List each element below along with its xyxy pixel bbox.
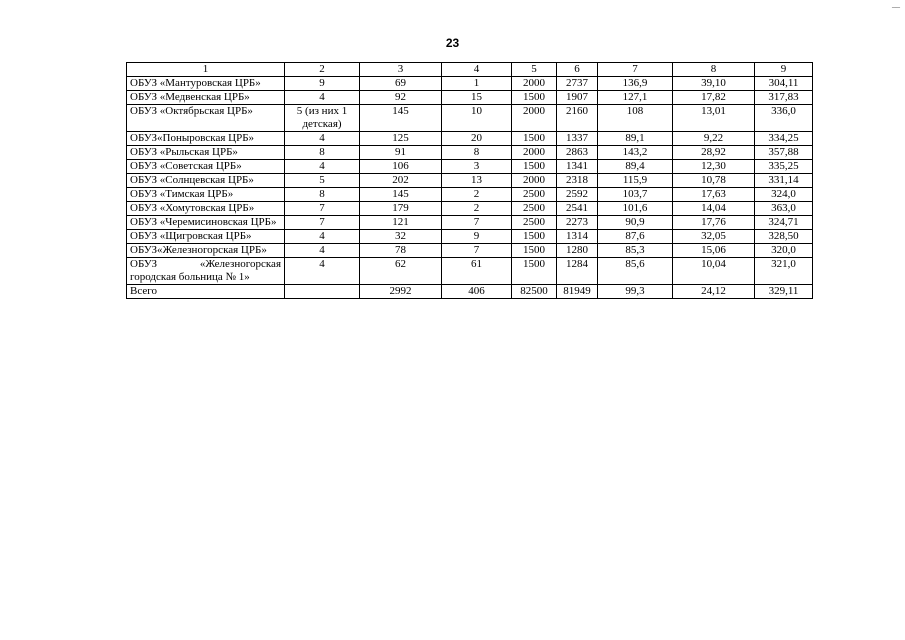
table-cell: 406: [442, 285, 512, 299]
table-cell: 115,9: [598, 174, 673, 188]
table-row: [127, 188, 813, 202]
table-cell: 2500: [512, 216, 557, 230]
institution-name-cell: ОБУЗ«Поныровская ЦРБ»: [127, 132, 285, 146]
institution-name-cell: Всего: [127, 285, 285, 299]
table-cell: 13: [442, 174, 512, 188]
table-cell: 17,63: [673, 188, 755, 202]
institution-name-cell: ОБУЗ «Солнцевская ЦРБ»: [127, 174, 285, 188]
table-cell: 4: [285, 244, 360, 258]
table-cell: 334,25: [755, 132, 813, 146]
table-cell: 1341: [557, 160, 598, 174]
table-cell: 2500: [512, 202, 557, 216]
column-header-7: 7: [598, 63, 673, 77]
institution-name-cell: ОБУЗ «Рыльская ЦРБ»: [127, 146, 285, 160]
table-cell: 2000: [512, 146, 557, 160]
table-cell: 179: [360, 202, 442, 216]
table-cell: 89,1: [598, 132, 673, 146]
table-cell: 317,83: [755, 91, 813, 105]
table-row: [127, 160, 813, 174]
table-cell: 78: [360, 244, 442, 258]
table-cell: 39,10: [673, 77, 755, 91]
column-header-4: 4: [442, 63, 512, 77]
table-cell: 8: [285, 146, 360, 160]
table-cell: 4: [285, 258, 360, 285]
table-cell: 10,04: [673, 258, 755, 285]
table-cell: 2273: [557, 216, 598, 230]
institution-name-cell: ОБУЗ «Железногорская городская больница № 1»: [127, 258, 285, 285]
table-cell: 1500: [512, 230, 557, 244]
table-cell: [285, 285, 360, 299]
table-cell: 28,92: [673, 146, 755, 160]
table-cell: 10,78: [673, 174, 755, 188]
page-number: 23: [445, 36, 460, 50]
column-header-1: 1: [127, 63, 285, 77]
table-cell: 85,3: [598, 244, 673, 258]
table-cell: 1500: [512, 91, 557, 105]
column-header-3: 3: [360, 63, 442, 77]
table-cell: 61: [442, 258, 512, 285]
table-cell: 4: [285, 132, 360, 146]
table-cell: 202: [360, 174, 442, 188]
table-cell: 9,22: [673, 132, 755, 146]
table-cell: 2541: [557, 202, 598, 216]
table-cell: 1337: [557, 132, 598, 146]
table-cell: 1500: [512, 244, 557, 258]
table-cell: 99,3: [598, 285, 673, 299]
table-cell: 136,9: [598, 77, 673, 91]
table-cell: 2992: [360, 285, 442, 299]
table-cell: 13,01: [673, 105, 755, 132]
table-cell: 9: [442, 230, 512, 244]
table-cell: 9: [285, 77, 360, 91]
column-header-8: 8: [673, 63, 755, 77]
table-cell: 125: [360, 132, 442, 146]
table-cell: 331,14: [755, 174, 813, 188]
table-cell: 17,82: [673, 91, 755, 105]
table-cell: 1284: [557, 258, 598, 285]
table-cell: 2318: [557, 174, 598, 188]
institution-name-cell: ОБУЗ «Медвенская ЦРБ»: [127, 91, 285, 105]
institution-name-cell: ОБУЗ «Черемисиновская ЦРБ»: [127, 216, 285, 230]
column-header-9: 9: [755, 63, 813, 77]
table-row: [127, 91, 813, 105]
hospital-statistics-table: [126, 62, 813, 299]
table-cell: 14,04: [673, 202, 755, 216]
table-cell: 7: [442, 244, 512, 258]
table-cell: 2160: [557, 105, 598, 132]
table-cell: 324,71: [755, 216, 813, 230]
table-cell: 1: [442, 77, 512, 91]
table-cell: 82500: [512, 285, 557, 299]
table-cell: 7: [285, 202, 360, 216]
table-cell: 1500: [512, 258, 557, 285]
table-cell: 2863: [557, 146, 598, 160]
table-cell: 87,6: [598, 230, 673, 244]
table-cell: 89,4: [598, 160, 673, 174]
column-header-6: 6: [557, 63, 598, 77]
table-cell: 2: [442, 188, 512, 202]
corner-mark: ‒‒: [892, 2, 899, 12]
table-cell: 15: [442, 91, 512, 105]
table-row: [127, 174, 813, 188]
institution-name-cell: ОБУЗ «Щигровская ЦРБ»: [127, 230, 285, 244]
table-cell: 357,88: [755, 146, 813, 160]
table-cell: 4: [285, 91, 360, 105]
table-cell: 8: [442, 146, 512, 160]
table-cell: 90,9: [598, 216, 673, 230]
table-cell: 8: [285, 188, 360, 202]
table-cell: 145: [360, 105, 442, 132]
table-cell: 3: [442, 160, 512, 174]
table-cell: 91: [360, 146, 442, 160]
table-cell: 127,1: [598, 91, 673, 105]
table-cell: 329,11: [755, 285, 813, 299]
table-cell: 336,0: [755, 105, 813, 132]
table-row: [127, 230, 813, 244]
table-row: [127, 132, 813, 146]
table-cell: 7: [285, 216, 360, 230]
table-cell: 5: [285, 174, 360, 188]
table-cell: 324,0: [755, 188, 813, 202]
table-row: [127, 202, 813, 216]
table-cell: 1500: [512, 132, 557, 146]
table-cell: 2500: [512, 188, 557, 202]
table-cell: 92: [360, 91, 442, 105]
column-header-5: 5: [512, 63, 557, 77]
table-cell: 4: [285, 160, 360, 174]
table-cell: 32,05: [673, 230, 755, 244]
table-row: [127, 77, 813, 91]
table-cell: 85,6: [598, 258, 673, 285]
table-body: [127, 77, 813, 299]
institution-name-cell: ОБУЗ «Хомутовская ЦРБ»: [127, 202, 285, 216]
table-cell: 12,30: [673, 160, 755, 174]
table-cell: 2592: [557, 188, 598, 202]
institution-name-cell: ОБУЗ «Советская ЦРБ»: [127, 160, 285, 174]
table-cell: 121: [360, 216, 442, 230]
table-cell: 103,7: [598, 188, 673, 202]
table-cell: 2: [442, 202, 512, 216]
table-cell: 363,0: [755, 202, 813, 216]
table-cell: 335,25: [755, 160, 813, 174]
institution-name-cell: ОБУЗ«Железногорская ЦРБ»: [127, 244, 285, 258]
table-cell: 17,76: [673, 216, 755, 230]
table-cell: 10: [442, 105, 512, 132]
table-cell: 2000: [512, 174, 557, 188]
table-cell: 2737: [557, 77, 598, 91]
table-cell: 106: [360, 160, 442, 174]
table-cell: 2000: [512, 77, 557, 91]
table-cell: 108: [598, 105, 673, 132]
table-row: [127, 258, 813, 285]
table-cell: 1907: [557, 91, 598, 105]
institution-name-cell: ОБУЗ «Мантуровская ЦРБ»: [127, 77, 285, 91]
table-cell: 1500: [512, 160, 557, 174]
table-cell: 20: [442, 132, 512, 146]
table-cell: 5 (из них 1 детская): [285, 105, 360, 132]
table-cell: 2000: [512, 105, 557, 132]
institution-name-cell: ОБУЗ «Октябрьская ЦРБ»: [127, 105, 285, 132]
table-row: [127, 244, 813, 258]
table-header-row: [127, 63, 813, 77]
table-cell: 101,6: [598, 202, 673, 216]
table-cell: 81949: [557, 285, 598, 299]
table-cell: 4: [285, 230, 360, 244]
table-cell: 304,11: [755, 77, 813, 91]
table-row: [127, 105, 813, 132]
table-row: [127, 285, 813, 299]
table-cell: 320,0: [755, 244, 813, 258]
table-cell: 69: [360, 77, 442, 91]
institution-name-cell: ОБУЗ «Тимская ЦРБ»: [127, 188, 285, 202]
table-cell: 145: [360, 188, 442, 202]
table-cell: 1280: [557, 244, 598, 258]
table-row: [127, 216, 813, 230]
table-cell: 143,2: [598, 146, 673, 160]
table-row: [127, 146, 813, 160]
table-cell: 321,0: [755, 258, 813, 285]
table-cell: 328,50: [755, 230, 813, 244]
table-cell: 24,12: [673, 285, 755, 299]
table-cell: 15,06: [673, 244, 755, 258]
table-cell: 32: [360, 230, 442, 244]
table-cell: 7: [442, 216, 512, 230]
column-header-2: 2: [285, 63, 360, 77]
table-cell: 62: [360, 258, 442, 285]
table-cell: 1314: [557, 230, 598, 244]
